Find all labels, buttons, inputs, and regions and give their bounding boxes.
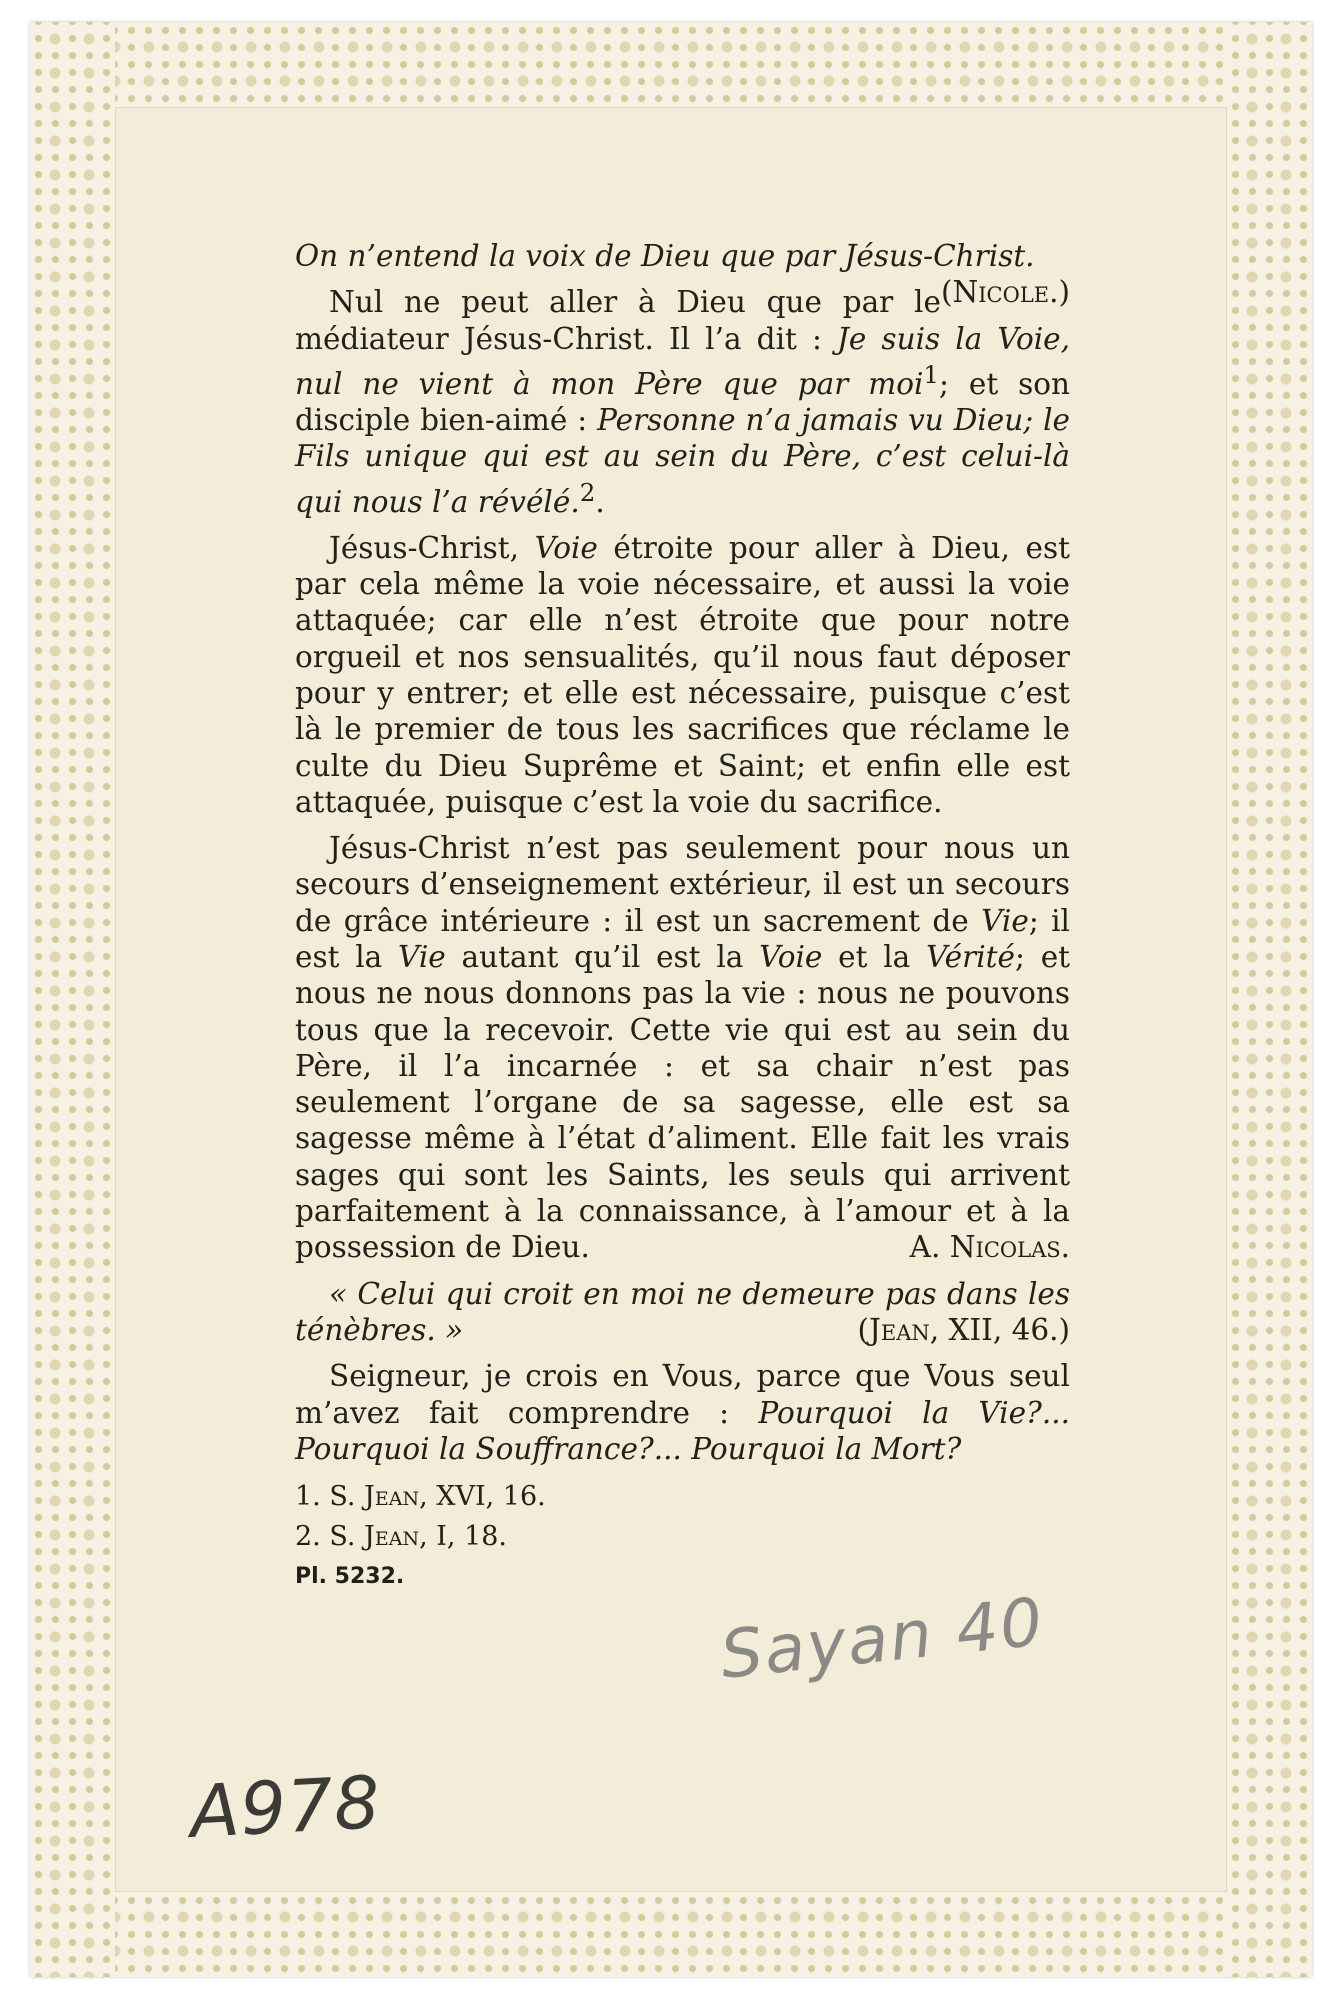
footnote-mark-2: 2 (579, 477, 596, 507)
prayer-part-1: Seigneur, je crois en Vous, parce que Vous seul m’avez fait comprendre : (295, 1359, 1070, 1430)
paragraph-3-vie-2: Vie (398, 940, 446, 974)
opening-quote-text: On n’entend la voix de Dieu que par Jésus-Christ. (295, 239, 1035, 273)
lace-border-left (30, 22, 115, 1977)
prayer-italic: Pourquoi la Vie?... Pourquoi la Souffrance?... Pourquoi la Mort? (295, 1395, 1070, 1466)
paragraph-2-voie: Voie (534, 530, 598, 565)
paragraph-1-part-1: Nul ne peut aller à Dieu que par le médiateur Jésus-Christ. Il l’a dit : (295, 285, 941, 356)
paragraph-1-quote-b: Personne n’a jamais vu Dieu; le Fils unique qui est au sein du Père, c’est celui-là qui nous l’a révélé. (295, 403, 1070, 519)
paragraph-3 (295, 830, 1070, 1266)
paragraph-2-part-1: Jésus-Christ, (329, 530, 535, 565)
paragraph-3-voie: Voie (759, 940, 823, 974)
lace-border-top (30, 22, 1312, 107)
second-quote (295, 1276, 1070, 1349)
footnote-mark-1: 1 (923, 359, 940, 389)
second-quote-text: « Celui qui croit en moi ne demeure pas dans les ténèbres. » (295, 1276, 1070, 1347)
paragraph-3-verite: Vérité (926, 940, 1015, 974)
paragraph-3-part-5: ; et nous ne nous donnons pas la vie : nous ne pouvons tous que la recevoir. Cette vie qui est au sein du Père, il l’a incarnée : et sa chair n’est pas seulement l’organe de sa sagesse, elle est sa sagesse même à l’état d’aliment. Elle fait les vrais sages qui sont les Saints, les seuls qui arrivent parfaitement à la connaissance, à l’amour et à la possession de Dieu. (295, 940, 1071, 1265)
paragraph-3-vie-1: Vie (981, 903, 1029, 938)
opening-quote (295, 238, 1070, 310)
prayer (295, 1358, 1070, 1467)
paragraph-3-part-2: ; il est la (295, 903, 1070, 974)
paragraph-1-end: . (595, 484, 605, 519)
paragraph-3-author: A. Nicolas. (909, 1230, 1070, 1265)
paragraph-3-part-1: Jésus-Christ n’est pas seulement pour nous un secours d’enseignement extérieur, il est un secours de grâce intérieure : il est un sacrement de (295, 831, 1070, 938)
paragraph-1-quote-a: Je suis la Voie, nul ne vient à mon Père que par moi (295, 321, 1071, 401)
paragraph-2 (295, 530, 1070, 820)
lace-border-bottom (30, 1892, 1312, 1977)
pencil-note-inventory-number: A978 (187, 1760, 383, 1854)
plate-reference: Pl. 5232. (295, 1564, 405, 1590)
paragraph-3-part-3: autant qu’il est la (445, 940, 760, 974)
lace-border-right (1227, 22, 1312, 1977)
footnote-2: 2. S. Jean, I, 18. (295, 1521, 508, 1553)
paragraph-2-part-2: étroite pour aller à Dieu, est par cela même la voie nécessaire, et aussi la voie attaquée; car elle n’est étroite que pour notre orgueil et nos sensualités, qu’il nous faut déposer pour y entrer; et elle est nécessaire, puisque c’est là le premier de tous les sacrifices que réclame le culte du Dieu Suprême et Saint; et enfin elle est attaquée, puisque c’est la voie du sacrifice. (295, 530, 1070, 819)
second-quote-attribution: (Jean, XII, 46.) (857, 1312, 1070, 1347)
card-text (295, 238, 1070, 1597)
paragraph-1 (295, 284, 1070, 519)
paragraph-1-part-2: ; et son disciple bien-aimé : (295, 366, 1070, 438)
footnote-1: 1. S. Jean, XVI, 16. (295, 1481, 546, 1513)
pencil-note-sayan: Sayan 40 (716, 1583, 1048, 1694)
paragraph-3-part-4: et la (822, 940, 927, 974)
opening-quote-attribution: (Nicole.) (940, 275, 1070, 310)
